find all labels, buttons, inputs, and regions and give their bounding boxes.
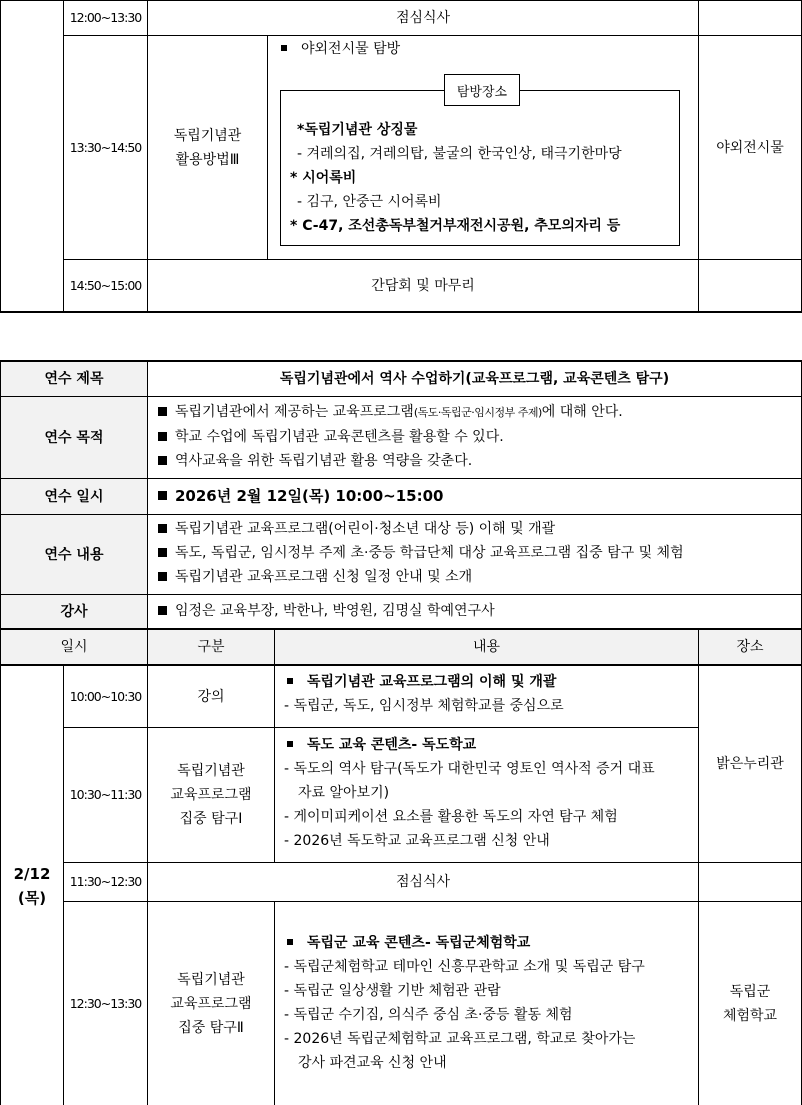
bullet-square-icon [287,939,293,945]
content-title: 독립기념관 교육프로그램의 이해 및 개괄 [284,670,564,694]
content-cell [284,670,564,718]
bullet-square-icon [158,407,167,416]
bullet-square-icon [158,548,167,557]
bullet-square-icon [281,45,287,51]
content-list [158,517,684,589]
box-line: * C-47, 조선총독부철거부재전시공원, 추모의자리 등 [290,218,621,234]
header-place: 장소 [736,639,764,655]
bullet-square-icon [287,678,293,684]
content-title: 야외전시물 탐방 [278,38,400,58]
category-cell: 독립기념관 활용방법Ⅲ [173,127,242,168]
content-cell [284,733,655,853]
list-item: - 게이미피케이션 요소를 활용한 독도의 자연 탐구 체험 [284,809,618,825]
list-item: - 2026년 독도학교 교육프로그램 신청 안내 [284,833,550,849]
list-item: - 2026년 독립군체험학교 교육프로그램, 학교로 찾아가는 [284,1031,636,1047]
box-line: * 시어록비 [290,170,357,186]
purpose-list [158,400,623,473]
date-cell: 2/12 (목) [13,864,51,907]
list-item: 독립기념관 교육프로그램(어린이·청소년 대상 등) 이해 및 개괄 [158,517,684,541]
bullet-square-icon [158,491,167,500]
place-cell: 야외전시물 [716,139,784,156]
list-item: 역사교육을 위한 독립기념관 활용 역량을 갖춘다. [158,449,623,473]
place-cell: 밝은누리관 [716,756,784,772]
lecturer-value: 임정은 교육부장, 박한나, 박영원, 김명실 학예연구사 [158,599,495,623]
box-line: - 김구, 안중근 시어록비 [297,194,442,210]
bullet-square-icon [158,524,167,533]
visit-places-label: 탐방장소 [444,74,520,106]
bullet-square-icon [158,432,167,441]
category-cell: 강의 [197,688,225,705]
time-cell: 12:30~13:30 [69,995,142,1011]
time-cell: 14:50~15:00 [69,277,142,293]
purpose-label: 연수 목적 [44,429,104,446]
header-datetime: 일시 [60,639,88,655]
header-content: 내용 [472,639,501,655]
bullet-square-icon [158,456,167,465]
lecturer-label: 강사 [60,603,88,620]
place-cell: 독립군 체험학교 [722,983,778,1024]
list-item: - 독립군, 독도, 임시정부 체험학교를 중심으로 [284,698,564,714]
time-cell: 11:30~12:30 [69,874,142,889]
box-line: - 겨레의집, 겨레의탑, 불굴의 한국인상, 태극기한마당 [297,146,622,162]
list-item: - 독립군체험학교 테마인 신흥무관학교 소개 및 독립군 탐구 [284,959,645,975]
list-item: 독립기념관 교육프로그램 신청 일정 안내 및 소개 [158,565,684,589]
time-cell: 10:00~10:30 [69,688,142,704]
list-item: 학교 수업에 독립기념관 교육콘텐츠를 활용할 수 있다. [158,425,623,449]
bullet-square-icon [287,741,293,747]
category-cell: 독립기념관 교육프로그램 집중 탐구Ⅰ [170,763,252,827]
category-cell: 독립기념관 교육프로그램 집중 탐구Ⅱ [170,971,252,1036]
lunch-cell: 점심식사 [395,10,451,26]
title-label: 연수 제목 [44,371,104,387]
time-cell: 13:30~14:50 [69,139,142,155]
list-item: 독립기념관에서 제공하는 교육프로그램(독도·독립군·임시정부 주제)에 대해 안다. [158,400,623,425]
time-cell: 12:00~13:30 [69,10,142,25]
lunch-cell: 점심식사 [395,874,451,890]
list-item: 자료 알아보기) [298,785,390,801]
list-item: - 독도의 역사 탐구(독도가 대한민국 영토인 역사적 증거 대표 [284,761,655,777]
content-title: 독도 교육 콘텐츠- 독도학교 [284,733,655,757]
list-item: 독도, 독립군, 임시정부 주제 초·중등 학급단체 대상 교육프로그램 집중 탐구 및 체험 [158,541,684,565]
content-title: 독립군 교육 콘텐츠- 독립군체험학교 [284,931,645,955]
header-category: 구분 [197,639,225,655]
date-label: 연수 일시 [44,488,104,505]
bullet-square-icon [158,606,167,615]
course-title: 독립기념관에서 역사 수업하기(교육프로그램, 교육콘텐츠 탐구) [279,371,670,387]
wrapup-cell: 간담회 및 마무리 [371,277,475,294]
list-item: - 독립군 수기짐, 의식주 중심 초·중등 활동 체험 [284,1007,573,1023]
box-line: *독립기념관 상징물 [297,122,418,138]
course-date: 2026년 2월 12일(목) 10:00~15:00 [158,484,443,508]
content-label: 연수 내용 [44,546,104,563]
bullet-square-icon [158,572,167,581]
time-cell: 10:30~11:30 [69,787,142,802]
list-item: - 독립군 일상생활 기반 체험관 관람 [284,983,501,999]
content-cell [284,931,645,1075]
list-item: 강사 파견교육 신청 안내 [298,1055,447,1071]
